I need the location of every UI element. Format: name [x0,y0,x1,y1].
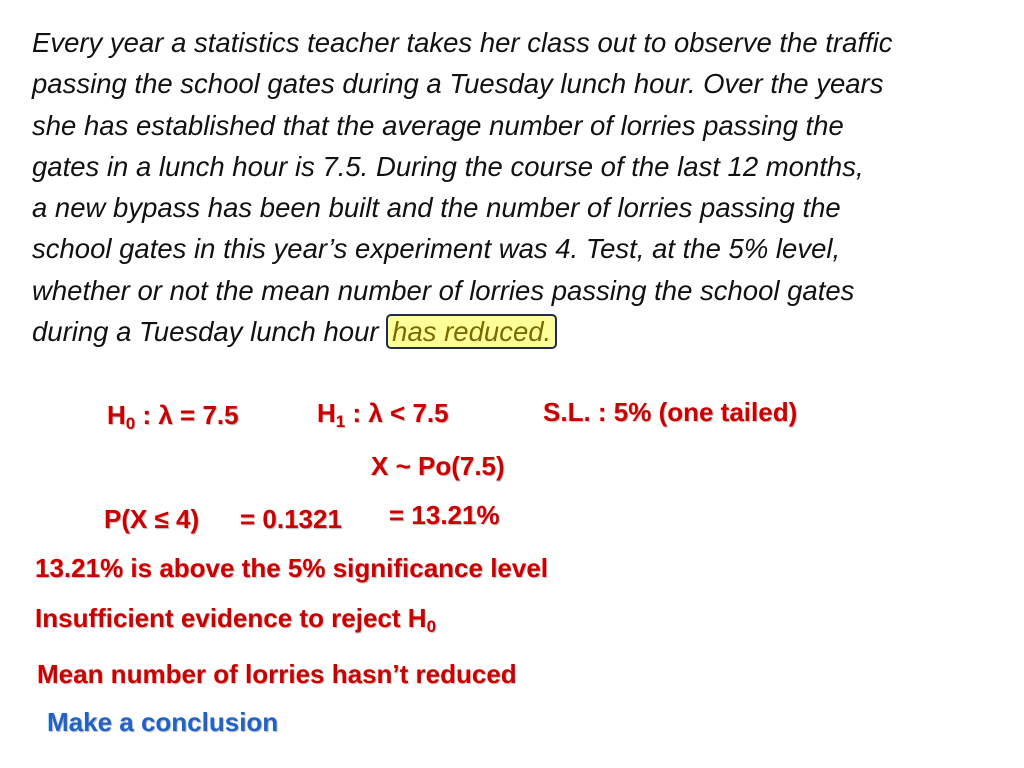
distribution: X ~ Po(7.5) [371,451,505,481]
conclusion-statement: Mean number of lorries hasn’t reduced [37,659,517,689]
significance-level: S.L. : 5% (one tailed) [543,397,798,427]
h1-symbol: H [317,398,336,428]
probability-value: = 0.1321 [240,504,342,534]
problem-line: Every year a statistics teacher takes her class out to observe the traffic [32,27,893,58]
make-conclusion-prompt: Make a conclusion [47,707,279,737]
highlighted-phrase: has reduced. [386,314,557,349]
comparison-statement: 13.21% is above the 5% significance level [35,553,549,583]
h0-statement: : λ = 7.5 [135,400,239,430]
evidence-subscript: 0 [426,617,437,636]
evidence-text: Insufficient evidence to reject H [35,603,427,633]
problem-line-last-text: during a Tuesday lunch hour [32,316,379,348]
problem-line: she has established that the average number of lorries passing the [32,109,844,141]
problem-line: gates in a lunch hour is 7.5. During the course of the last 12 months, [32,150,864,182]
h0-subscript: 0 [125,414,136,433]
problem-line: whether or not the mean number of lorries passing the school gates [32,274,855,306]
problem-statement [32,22,1007,352]
problem-line: passing the school gates during a Tuesday lunch hour. Over the years [32,68,884,100]
problem-line: a new bypass has been built and the number of lorries passing the [32,192,841,224]
h0-symbol: H [107,400,126,430]
h1-subscript: 1 [335,412,346,431]
null-hypothesis [107,400,239,431]
problem-line: school gates in this year’s experiment was 4. Test, at the 5% level, [32,233,841,265]
problem-line-last [32,311,1007,352]
alternative-hypothesis [317,398,449,429]
probability-expression: P(X ≤ 4) [104,504,200,534]
evidence-statement [35,603,436,634]
percentage-value: = 13.21% [389,500,500,530]
h1-statement: : λ < 7.5 [345,398,449,428]
